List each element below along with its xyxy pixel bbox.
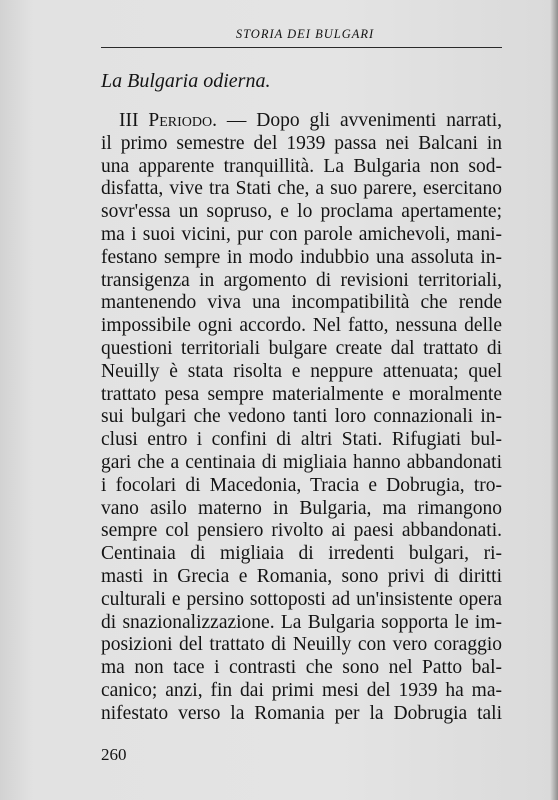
paragraph-line: il primo semestre del 1939 passa nei Balcani in — [101, 132, 502, 154]
paragraph-line: ma non tace i contrasti che sono nel Patto bal- — [101, 657, 502, 679]
paragraph-line: culturali e persino sottoposti ad un'insistente opera — [101, 588, 502, 610]
running-head: STORIA DEI BULGARI — [235, 27, 375, 41]
paragraph-line-text: — Dopo gli avvenimenti narrati, — [216, 110, 502, 131]
paragraph-line: di snazionalizzazione. La Bulgaria sopporta le im- — [101, 611, 502, 633]
paragraph-line: gari che a centinaia di migliaia hanno abbandonati — [101, 451, 502, 473]
page-number: 260 — [101, 745, 127, 764]
body-paragraph — [101, 110, 502, 726]
paragraph-line — [101, 110, 502, 133]
paragraph-line: nifestato verso la Romania per la Dobrugia tali — [101, 702, 502, 724]
paragraph-line: canico; anzi, fin dai primi mesi del 1939 ha ma- — [101, 679, 502, 701]
paragraph-line: questioni territoriali bulgare create dal trattato di — [101, 337, 502, 359]
paragraph-line: disfatta, vive tra Stati che, a suo parere, esercitano — [101, 178, 502, 200]
paragraph-line: sovr'essa un sopruso, e lo proclama apertamente; — [101, 201, 502, 223]
paragraph-line: ma i suoi vicini, pur con parole amichevoli, mani- — [101, 223, 502, 245]
paragraph-line: clusi entro i confini di altri Stati. Rifugiati bul- — [101, 429, 502, 451]
paragraph-line: trattato pesa sempre materialmente e moralmente — [101, 383, 502, 405]
spine-shadow — [550, 0, 558, 800]
paragraph-line: posizioni del trattato di Neuilly con vero coraggio — [101, 634, 502, 656]
paragraph-line: vano asilo materno in Bulgaria, ma rimangono — [101, 497, 502, 519]
paragraph-line: impossibile ogni accordo. Nel fatto, nessuna delle — [101, 315, 502, 337]
paragraph-line: masti in Grecia e Romania, sono privi di diritti — [101, 565, 502, 587]
paragraph-line: i focolari di Macedonia, Tracia e Dobrugia, tro- — [101, 474, 502, 496]
paragraph-line: festano sempre in modo indubbio una assoluta in- — [101, 246, 502, 268]
paragraph-line: Centinaia di migliaia di irredenti bulgari, ri- — [101, 543, 502, 565]
paragraph-line: sui bulgari che vedono tanti loro connazionali in- — [101, 406, 502, 428]
paragraph-line: una apparente tranquillità. La Bulgaria non sod- — [101, 155, 502, 177]
paragraph-line: mantenendo viva una incompatibilità che rende — [101, 292, 502, 314]
header-rule — [101, 47, 502, 48]
section-title: La Bulgaria odierna. — [101, 70, 271, 92]
paragraph-line: Neuilly è stata risolta e neppure attenuata; quel — [101, 360, 502, 382]
period-heading: III Periodo. — [119, 110, 217, 131]
paragraph-line: sempre col pensiero rivolto ai paesi abbandonati. — [101, 520, 502, 542]
paragraph-line: transigenza in argomento di revisioni territoriali, — [101, 269, 502, 291]
